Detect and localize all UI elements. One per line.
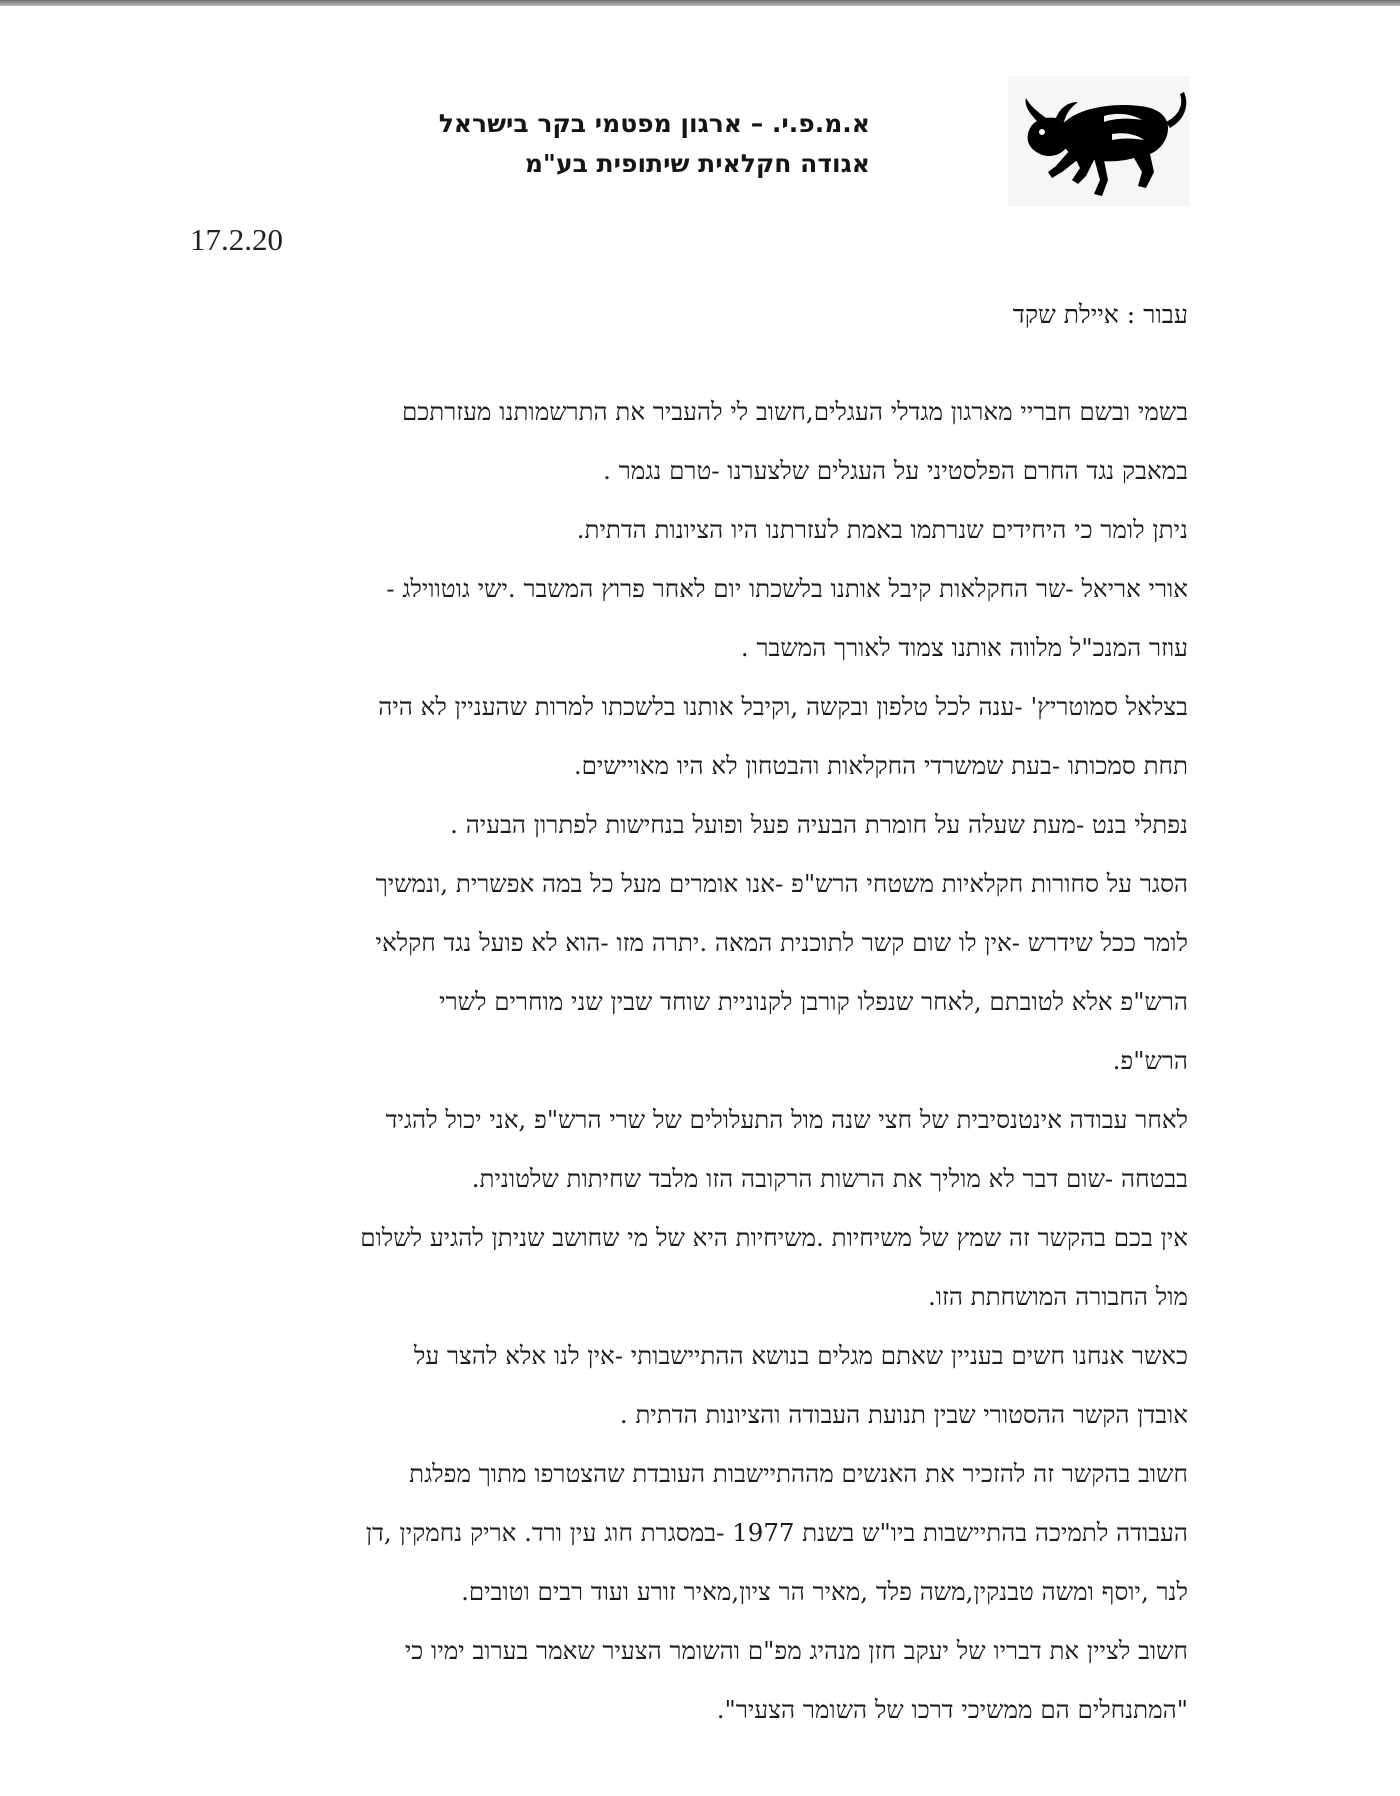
body-line: חשוב בהקשר זה להזכיר את האנשים מההתיישבות העובדת שהצטרפו מתוך מפלגת xyxy=(409,1459,1188,1488)
bull-icon xyxy=(1008,76,1190,206)
body-line: לאחר עבודה אינטנסיבית של חצי שנה מול התעלולים של שרי הרש"פ ,אני יכול להגיד xyxy=(385,1105,1188,1134)
body-line: הרש"פ אלא לטובתם ,לאחר שנפלו קורבן לקנוניית שוחד שבין שני מוחרים לשרי xyxy=(439,987,1188,1016)
body-line: עוזר המנכ"ל מלווה אותנו צמוד לאורך המשבר . xyxy=(740,633,1188,662)
recipient-line: עבור : איילת שקד xyxy=(1012,300,1188,329)
letterhead xyxy=(400,104,870,184)
letter-date: 17.2.20 xyxy=(190,222,283,257)
body-line: אורי אריאל -שר החקלאות קיבל אותנו בלשכתו יום לאחר פרוץ המשבר .ישי גוטווילג - xyxy=(386,574,1188,603)
body-line: חשוב לציין את דבריו של יעקב חזן מנהיג מפ"ם והשומר הצעיר שאמר בערוב ימיו כי xyxy=(404,1636,1188,1665)
body-line: מול החבורה המושחתת הזו. xyxy=(927,1282,1188,1311)
letter-body xyxy=(186,382,1188,1739)
body-line: ניתן לומר כי היחידים שנרתמו באמת לעזרתנו היו הציונות הדתית. xyxy=(576,515,1188,544)
body-line: במאבק נגד החרם הפלסטיני על העגלים שלצערנו -טרם נגמר . xyxy=(603,456,1188,485)
page-top-edge xyxy=(0,0,1400,6)
body-line: כאשר אנחנו חשים בעניין שאתם מגלים בנושא ההתיישבותי -אין לנו אלא להצר על xyxy=(413,1341,1188,1370)
body-line: אובדן הקשר ההסטורי שבין תנועת העבודה והציונות הדתית . xyxy=(619,1400,1188,1429)
body-line: תחת סמכותו -בעת שמשרדי החקלאות והבטחון לא היו מאויישים. xyxy=(573,751,1188,780)
body-line: אין בכם בהקשר זה שמץ של משיחיות .משיחיות היא של מי שחושב שניתן להגיע לשלום xyxy=(360,1223,1188,1252)
body-line: נפתלי בנט -מעת שעלה על חומרת הבעיה פעל ופועל בנחישות לפתרון הבעיה . xyxy=(450,810,1188,839)
body-line: "המתנחלים הם ממשיכי דרכו של השומר הצעיר". xyxy=(716,1695,1188,1724)
organization-name: א.מ.פ.י. – ארגון מפטמי בקר בישראל xyxy=(438,109,870,138)
body-line: הרש"פ. xyxy=(1112,1046,1188,1075)
body-line: בצלאל סמוטריץ' -ענה לכל טלפון ובקשה ,וקיבל אותנו בלשכתו למרות שהעניין לא היה xyxy=(378,692,1188,721)
body-line: לנר ,יוסף ומשה טבנקין,משה פלד ,מאיר הר ציון,מאיר זורע ועוד רבים וטובים. xyxy=(461,1577,1188,1606)
body-line: לומר ככל שידרש -אין לו שום קשר לתוכנית המאה .יתרה מזו -הוא לא פועל נגד חקלאי xyxy=(375,928,1188,957)
body-line: בבטחה -שום דבר לא מוליך את הרשות הרקובה הזו מלבד שחיתות שלטונית. xyxy=(471,1164,1188,1193)
body-line: העבודה לתמיכה בהתיישבות ביו"ש בשנת 1977 -במסגרת חוג עין ורד. אריק נחמקין ,דן xyxy=(365,1518,1188,1547)
organization-subtitle: אגודה חקלאית שיתופית בע"מ xyxy=(524,149,870,178)
bull-logo xyxy=(1008,76,1190,206)
body-line: בשמי ובשם חבריי מארגון מגדלי העגלים,חשוב לי להעביר את התרשמותנו מעזרתכם xyxy=(402,397,1188,426)
body-line: הסגר על סחורות חקלאיות משטחי הרש"פ -אנו אומרים מעל כל במה אפשרית ,ונמשיך xyxy=(375,869,1188,898)
